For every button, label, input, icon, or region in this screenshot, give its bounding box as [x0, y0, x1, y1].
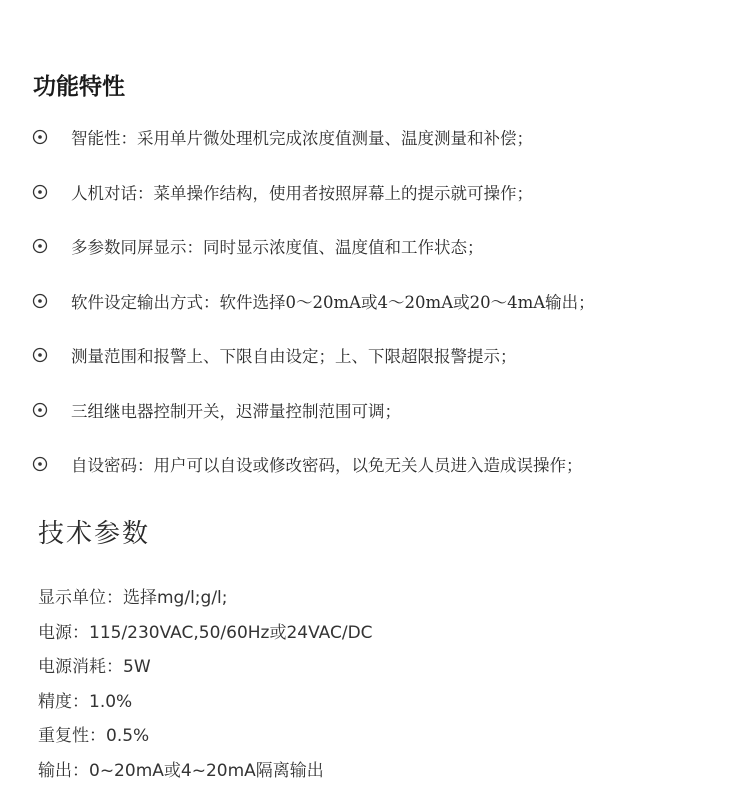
circle-dot-bullet-icon — [32, 402, 48, 418]
spec-row: 重复性：0.5% — [38, 726, 150, 747]
feature-list — [32, 125, 742, 507]
list-item — [32, 234, 742, 289]
circle-dot-bullet-icon — [32, 456, 48, 472]
circle-dot-bullet-icon — [32, 293, 48, 309]
specs-heading: 技术参数 — [38, 519, 151, 549]
circle-dot-bullet-icon — [32, 347, 48, 363]
list-item — [32, 343, 742, 398]
list-item — [32, 180, 742, 235]
spec-row: 电源消耗：5W — [38, 657, 151, 678]
list-item — [32, 125, 742, 180]
spec-row: 精度：1.0% — [38, 691, 133, 712]
feature-text: 三组继电器控制开关，迟滞量控制范围可调； — [71, 401, 401, 421]
list-item — [32, 398, 742, 453]
circle-dot-bullet-icon — [32, 129, 48, 145]
feature-text: 软件设定输出方式：软件选择0～20mA或4～20mA或20～4mA输出； — [71, 292, 595, 312]
list-item — [32, 289, 742, 344]
spec-row: 输出：0~20mA或4~20mA隔离输出 — [38, 760, 324, 781]
list-item — [32, 452, 742, 507]
features-heading: 功能特性 — [33, 74, 125, 100]
feature-text: 测量范围和报警上、下限自由设定；上、下限超限报警提示； — [71, 347, 517, 366]
feature-text: 多参数同屏显示：同时显示浓度值、温度值和工作状态； — [71, 238, 484, 257]
feature-text: 自设密码：用户可以自设或修改密码，以免无关人员进入造成误操作； — [71, 456, 583, 475]
spec-row: 显示单位：选择mg/l;g/l; — [38, 588, 228, 608]
circle-dot-bullet-icon — [32, 184, 48, 200]
feature-text: 智能性：采用单片微处理机完成浓度值测量、温度测量和补偿； — [71, 129, 533, 148]
spec-row: 电源：115/230VAC,50/60Hz或24VAC/DC — [38, 622, 373, 643]
spec-list — [38, 583, 373, 791]
feature-text: 人机对话：菜单操作结构，使用者按照屏幕上的提示就可操作； — [71, 183, 533, 203]
circle-dot-bullet-icon — [32, 238, 48, 254]
